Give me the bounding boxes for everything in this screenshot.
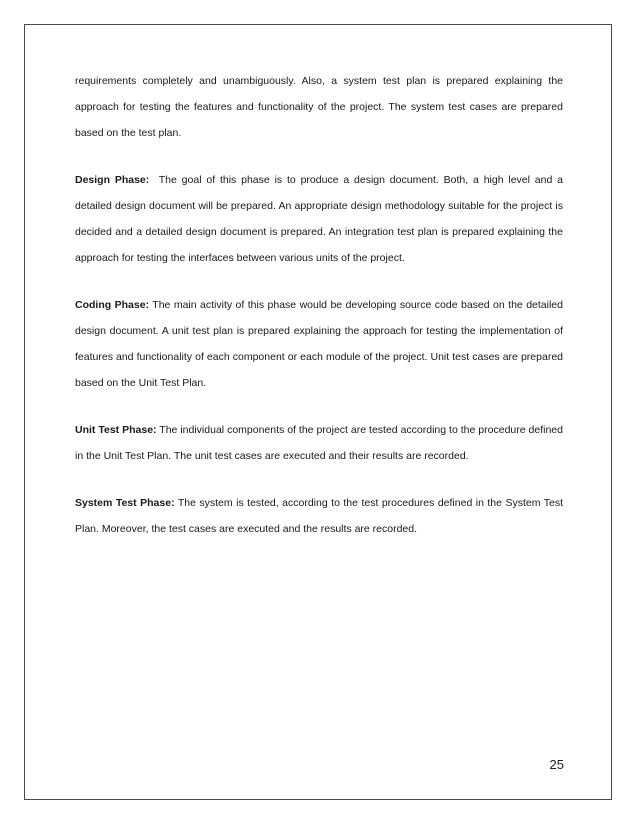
design-phase-text: The goal of this phase is to produce a design document. Both, a high level and a detailed design document will be prepared. An appropriate design methodology suitable for the project is decided and a detailed design document is prepared. An integration test plan is prepared explaining the approach for testing the interfaces between various units of the project. xyxy=(75,174,566,264)
unit-test-phase-heading: Unit Test Phase: xyxy=(75,424,157,436)
page-number: 25 xyxy=(549,757,564,772)
coding-phase-text: The main activity of this phase would be developing source code based on the detailed design document. A unit test plan is prepared explaining the approach for testing the implementation of features and functionality of each component or each module of the project. Unit test cases are prepared based on the Unit Test Plan. xyxy=(75,299,563,389)
system-test-phase-text: The system is tested, according to the test procedures defined in the System Test Plan. Moreover, the test cases are executed and the results are recorded. xyxy=(75,497,563,535)
design-phase-heading: Design Phase: xyxy=(75,174,150,186)
paragraph-text: requirements completely and unambiguously. Also, a system test plan is prepared explaining the approach for testing the features and functionality of the project. The system test cases are prepared based on the test plan. xyxy=(75,75,563,139)
paragraph-design-phase xyxy=(75,167,566,271)
unit-test-phase-text: The individual components of the project are tested according to the procedure defined in the Unit Test Plan. The unit test cases are executed and their results are recorded. xyxy=(75,424,563,462)
document-body xyxy=(75,68,566,563)
paragraph-system-test-phase xyxy=(75,490,563,542)
paragraph-unit-test-phase xyxy=(75,417,563,469)
coding-phase-heading: Coding Phase: xyxy=(75,299,150,311)
paragraph-coding-phase xyxy=(75,292,563,396)
paragraph-requirements-continued xyxy=(75,68,563,146)
system-test-phase-heading: System Test Phase: xyxy=(75,497,175,509)
